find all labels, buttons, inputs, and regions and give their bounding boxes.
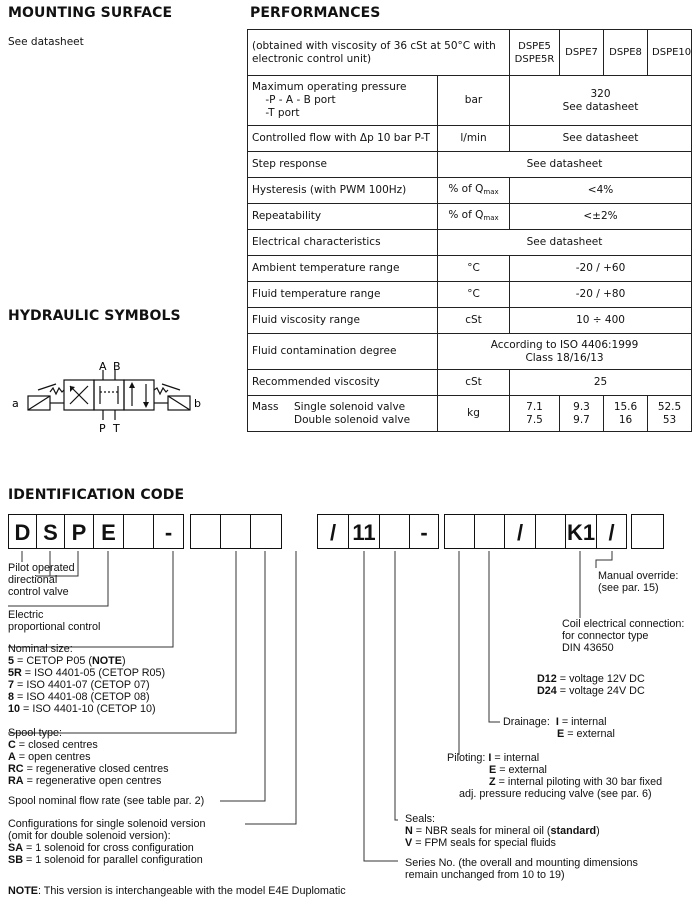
configurations: Configurations for single solenoid version (omit for double solenoid version): SA = 1 solenoid for cross configuration SB = 1 solenoid for parallel configuration — [8, 818, 206, 866]
table-row: Step response See datasheet — [248, 152, 692, 178]
coil-connection: Coil electrical connection: for connector type DIN 43650 — [562, 618, 685, 654]
nominal-size: Nominal size: 5 = CETOP P05 (NOTE) 5R = ISO 4401-05 (CETOP R05) 7 = ISO 4401-07 (CETOP 07) 8 = ISO 4401-08 (CETOP 08) 10 = ISO 4401-10 (CETOP 10) — [8, 643, 166, 715]
series-number: Series No. (the overall and mounting dimensions remain unchanged from 10 to 19) — [405, 857, 638, 881]
label-b: b — [194, 397, 201, 410]
code-box: - — [153, 514, 184, 549]
piloting: Piloting: I = internal E = external Z = internal piloting with 30 bar fixed adj. pressure reducing valve (see par. 6) — [447, 752, 663, 800]
table-row: Electrical characteristics See datasheet — [248, 230, 692, 256]
manual-override: Manual override: (see par. 15) — [598, 570, 679, 594]
code-box: / — [596, 514, 627, 549]
col-dspe8: DSPE8 — [604, 30, 648, 76]
pilot-label: Pilot operated directional control valve — [8, 562, 75, 598]
table-row: Fluid temperature range °C -20 / +80 — [248, 282, 692, 308]
flow-rate-label: Spool nominal flow rate (see table par. 2) — [8, 795, 205, 807]
ident-title: IDENTIFICATION CODE — [8, 487, 185, 503]
mounting-text: See datasheet — [8, 36, 84, 48]
label-a: a — [12, 397, 19, 410]
note-line: NOTE: This version is interchangeable with the model E4E Duplomatic — [8, 885, 346, 897]
hydraulic-title: HYDRAULIC SYMBOLS — [8, 308, 181, 324]
col-dspe7: DSPE7 — [560, 30, 604, 76]
code-box: S — [36, 514, 65, 549]
col-dspe10: DSPE10 — [648, 30, 692, 76]
table-row: Hysteresis (with PWM 100Hz) % of $Q_{max}$ <4% — [248, 178, 692, 204]
performances-title: PERFORMANCES — [250, 5, 381, 21]
table-row: Fluid contamination degree According to ISO 4406:1999 Class 18/16/13 — [248, 334, 692, 370]
seals: Seals: N = NBR seals for mineral oil (standard) V = FPM seals for special fluids — [405, 813, 600, 849]
port-a: A — [99, 362, 107, 373]
table-row: Controlled flow with Δp 10 bar P-T l/min See datasheet — [248, 126, 692, 152]
code-box: / — [504, 514, 536, 549]
table-row: Recommended viscosity cSt 25 — [248, 370, 692, 396]
code-box: K1 — [565, 514, 597, 549]
code-box: E — [93, 514, 124, 549]
port-t: T — [113, 422, 120, 434]
code-box: / — [317, 514, 349, 549]
mounting-title: MOUNTING SURFACE — [8, 5, 173, 21]
table-row: Repeatability % of $Q_{max}$ <±2% — [248, 204, 692, 230]
table-row: Ambient temperature range °C -20 / +60 — [248, 256, 692, 282]
code-box: 11 — [348, 514, 380, 549]
port-b: B — [113, 362, 121, 373]
voltage-options: D12 = voltage 12V DC D24 = voltage 24V DC — [537, 673, 645, 697]
electric-label: Electric proportional control — [8, 609, 101, 633]
code-box: - — [409, 514, 439, 549]
col-dspe5: DSPE5 DSPE5R — [510, 30, 560, 76]
code-box: P — [64, 514, 94, 549]
code-box: D — [8, 514, 37, 549]
spool-type: Spool type: C = closed centres A = open centres RC = regenerative closed centres RA = regenerative open centres — [8, 727, 169, 787]
port-p: P — [99, 422, 106, 434]
table-row: Maximum operating pressure -P - A - B port -T port bar 320 See datasheet — [248, 76, 692, 126]
drainage: Drainage: I = internal E = external — [503, 716, 615, 740]
table-row: Mass Single solenoid valve Double solenoid valve kg 7.1 7.5 9.3 9.7 15.6 16 52.5 53 — [248, 396, 692, 432]
table-row: Fluid viscosity range cSt 10 ÷ 400 — [248, 308, 692, 334]
table-header-note: (obtained with viscosity of 36 cSt at 50°C with electronic control unit) — [248, 30, 510, 76]
